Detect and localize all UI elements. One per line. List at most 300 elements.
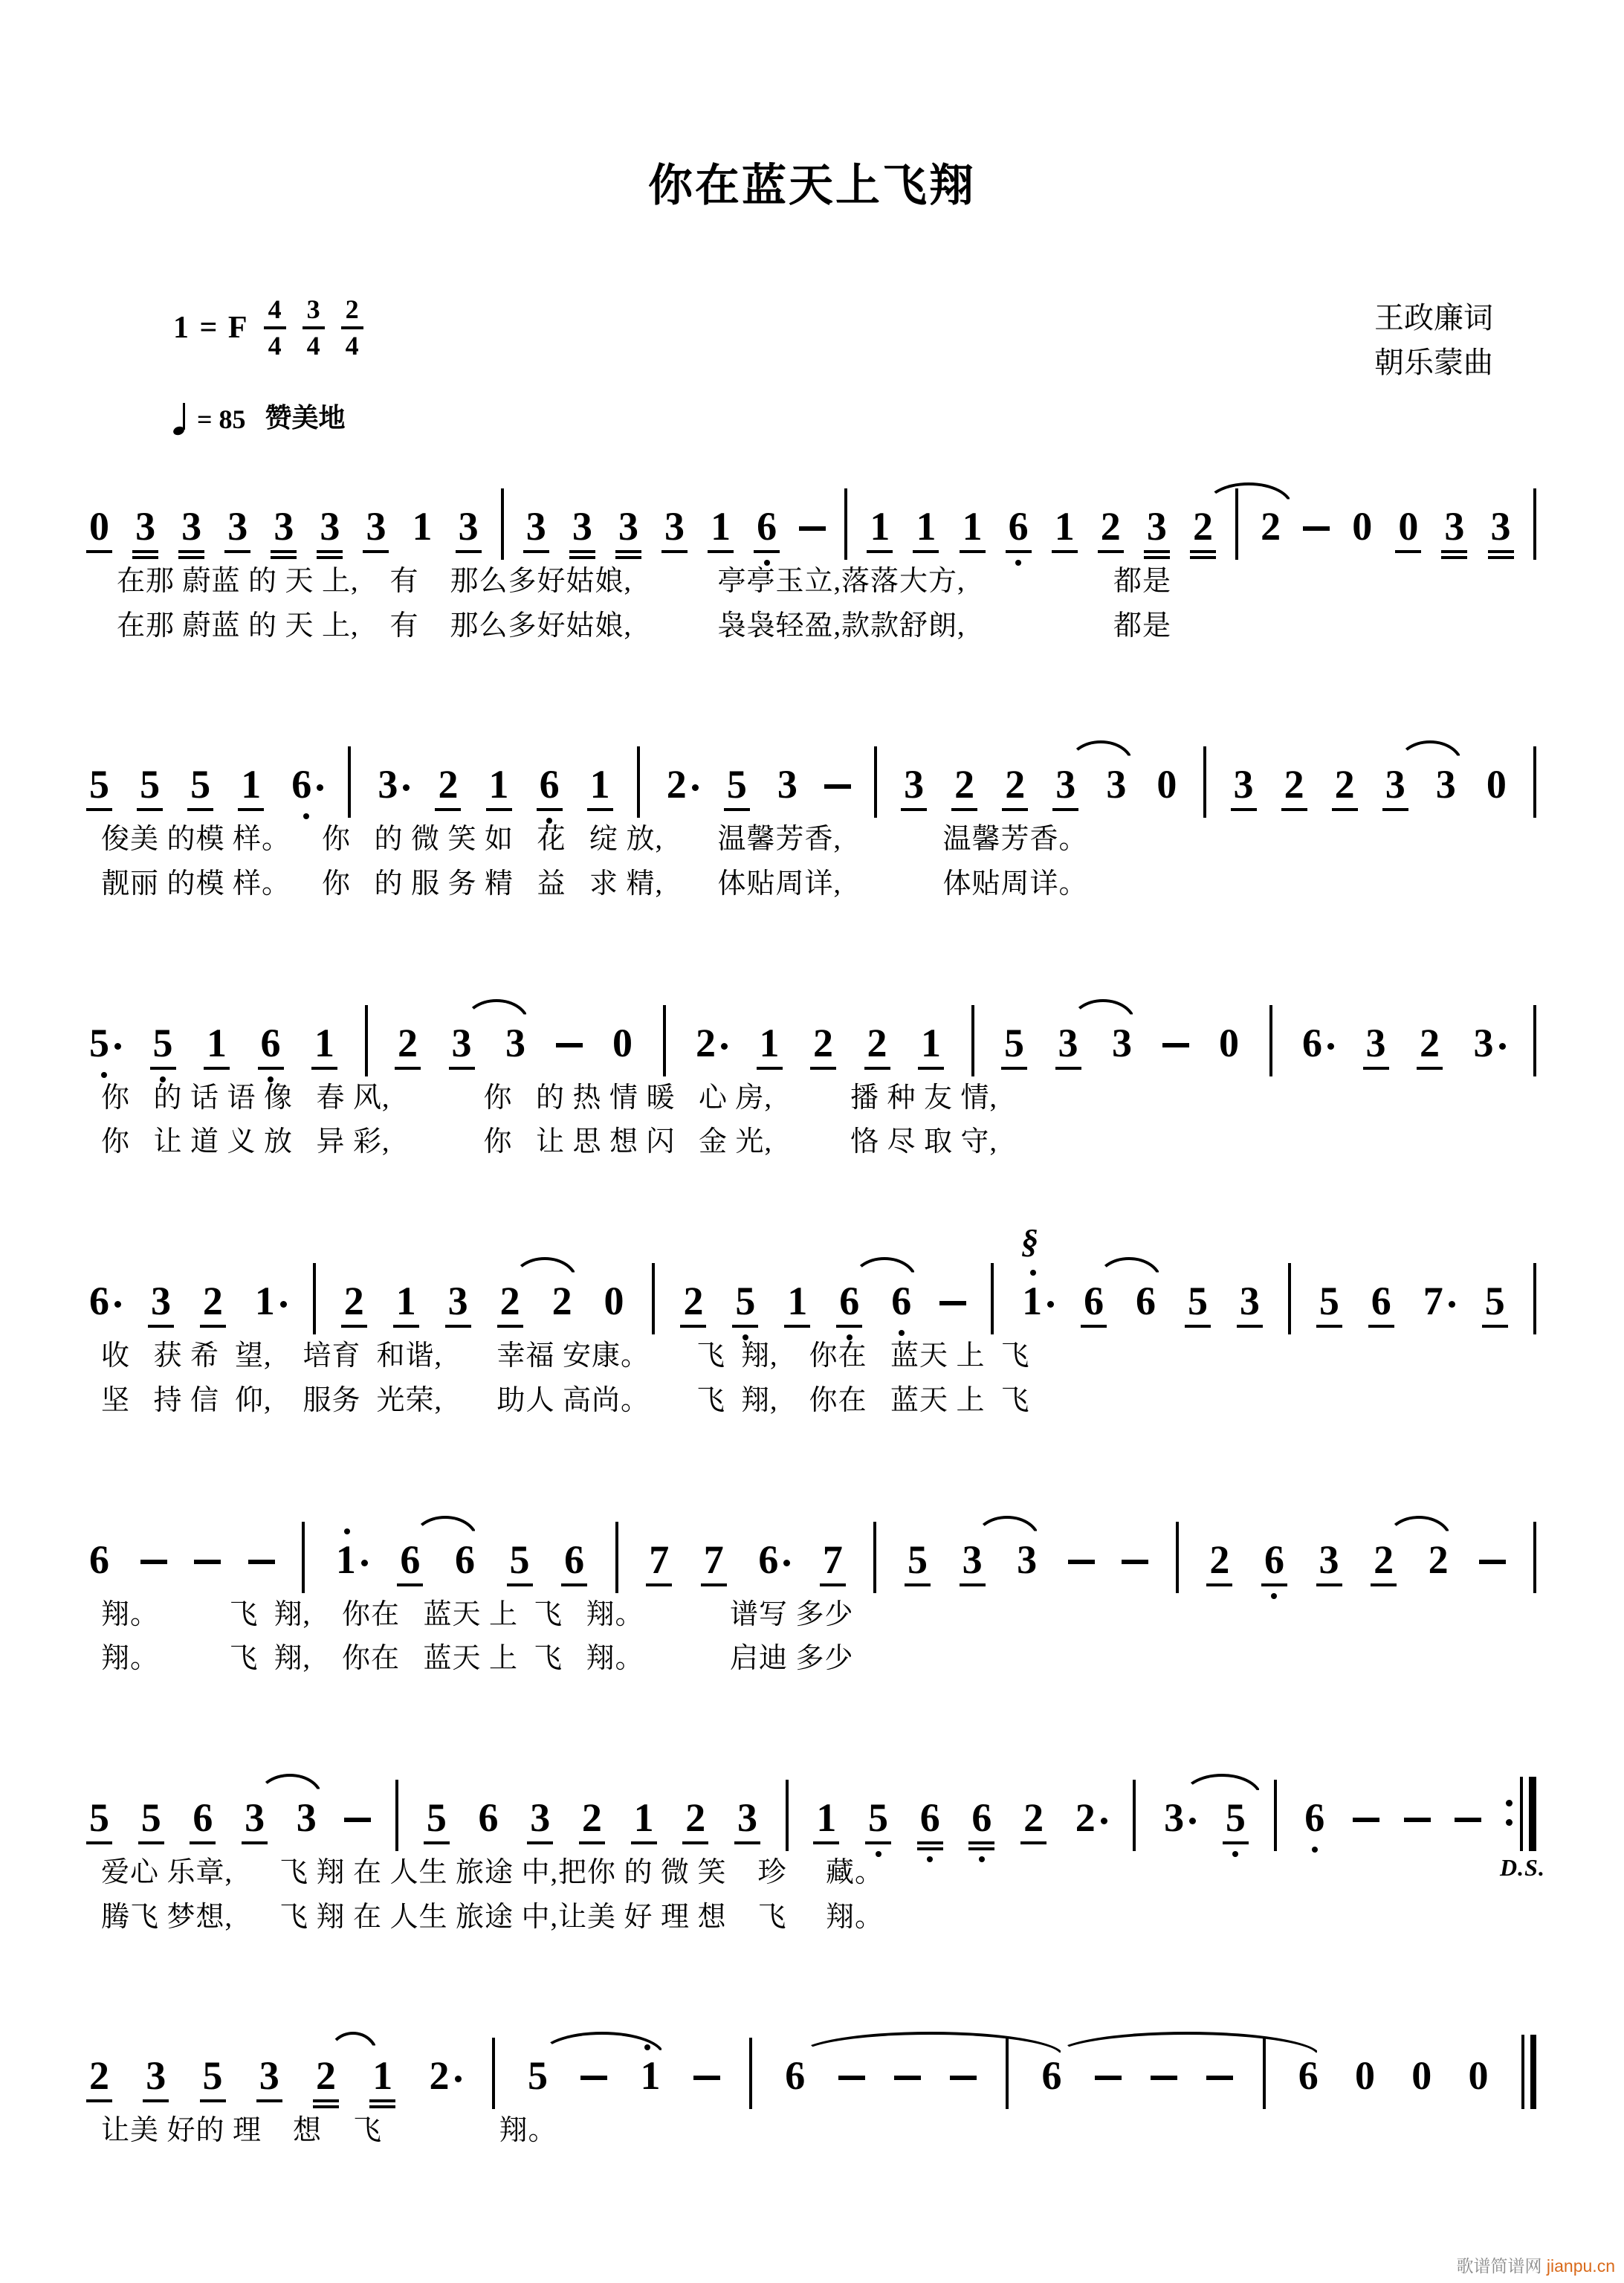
underline [1144, 550, 1170, 553]
rest-note: 0 [604, 1279, 624, 1324]
underline [1052, 808, 1078, 811]
low-octave-dot [876, 1851, 881, 1857]
duration-dash [556, 1043, 583, 1047]
notes-row [85, 1222, 1536, 1324]
underline [271, 550, 297, 553]
underline [1382, 808, 1408, 811]
barline [652, 1263, 655, 1334]
underline [813, 1841, 839, 1844]
duration-dash [950, 2076, 977, 2080]
note: 1 [586, 764, 614, 804]
slur-arc [413, 1516, 478, 1540]
note: 6 [536, 764, 563, 804]
note: 5 [524, 2056, 551, 2096]
underline [132, 550, 158, 553]
note: 1 [369, 2056, 396, 2096]
note: 3 [523, 506, 550, 546]
barline [1533, 1522, 1536, 1593]
repeat-dots [1506, 1788, 1513, 1840]
underline [905, 1583, 931, 1586]
lyricist-credit: 王政廉词 [1374, 301, 1493, 335]
underline [1223, 1841, 1249, 1844]
underline [497, 1325, 523, 1328]
underline [190, 1841, 216, 1844]
duration-dot [114, 1301, 121, 1308]
underline [1055, 1067, 1081, 1070]
underline [1281, 808, 1307, 811]
slur-arc [852, 1257, 917, 1281]
underline [1006, 550, 1032, 553]
barline [971, 1005, 974, 1076]
underline [86, 2099, 112, 2102]
note: 3 [178, 506, 205, 546]
underline [138, 1841, 164, 1844]
underline [1316, 1325, 1342, 1328]
watermark-site-name: 歌谱简谱网 [1456, 2256, 1542, 2276]
underline [317, 550, 343, 553]
underline [1488, 550, 1514, 553]
note: 3 [455, 506, 482, 546]
note: 2 [1331, 764, 1359, 804]
underline [865, 1841, 891, 1844]
slur-arc [1054, 2032, 1320, 2056]
duration-dash [1162, 1043, 1189, 1047]
note: 2 [864, 1023, 891, 1063]
music-system-5 [85, 1520, 1536, 1676]
note: 5 [85, 1023, 123, 1063]
notes-row [85, 2036, 1536, 2099]
music-system-2 [85, 745, 1536, 900]
note: 5 [149, 1023, 177, 1063]
note: 6 [1038, 2056, 1066, 2096]
note: 3 [362, 506, 389, 546]
barline [1533, 488, 1536, 560]
note: 6 [1301, 1798, 1328, 1838]
barline [786, 1780, 789, 1851]
note: 5 [199, 2056, 227, 2096]
time-signatures [264, 294, 363, 362]
note: 6 [1368, 1281, 1395, 1321]
underline [1190, 550, 1216, 553]
underline [867, 550, 893, 553]
note: 3 [224, 506, 251, 546]
note: 3 [241, 1798, 268, 1838]
music-system-6 [85, 1778, 1545, 1934]
note: 1 § [1018, 1281, 1055, 1321]
underline [86, 550, 112, 553]
duration-dot [1327, 1043, 1334, 1050]
duration-dash [1095, 2076, 1122, 2080]
underline [917, 1841, 943, 1844]
note: 5 [1222, 1798, 1249, 1838]
underline [486, 808, 512, 811]
lyric-row: 在那 蔚蓝 的 天 上, 有 那么多好姑娘, 袅袅轻盈,款款舒朗, 都是 [85, 610, 1172, 642]
repeat-end-barline [1500, 1777, 1545, 1881]
note: 2 [951, 764, 978, 804]
underline [1098, 550, 1124, 553]
underline [523, 550, 549, 553]
lyric-row: 俊美 的模 样。 你 的 微 笑 如 花 绽 放, 温馨芳香, 温馨芳香。 [85, 824, 1088, 856]
underline [724, 808, 750, 811]
underline [178, 550, 204, 553]
underline [311, 1067, 337, 1070]
note: 5 [187, 764, 214, 804]
underline-2 [1441, 556, 1467, 559]
low-octave-dot [743, 1334, 748, 1340]
underline [569, 550, 595, 553]
barline [395, 1780, 398, 1851]
duration-dot [783, 1560, 790, 1566]
note: 6 [1005, 506, 1032, 546]
underline [631, 1841, 657, 1844]
note: 3 [1487, 506, 1515, 546]
barline [615, 1522, 618, 1593]
underline [1020, 1841, 1046, 1844]
underline [449, 1067, 475, 1070]
underline [708, 550, 734, 553]
underline [445, 1325, 471, 1328]
duration-dot [114, 1043, 121, 1050]
underline [1371, 1583, 1397, 1586]
slur-arc [1182, 1774, 1262, 1798]
lyric-row: 靓丽 的模 样。 你 的 服 务 精 益 求 精, 体贴周详, 体贴周详。 [85, 868, 1088, 900]
underline [395, 1067, 421, 1070]
tempo-row [173, 397, 346, 435]
note: 1 [912, 506, 939, 546]
barline [1533, 1005, 1536, 1076]
note: 3 [1382, 764, 1409, 804]
note: 1 [251, 1281, 288, 1321]
underline [143, 2099, 169, 2102]
key-signature [173, 294, 363, 362]
underline [1052, 550, 1078, 553]
note: 6 [754, 1540, 792, 1580]
underline [148, 1325, 174, 1328]
duration-dash [1479, 1560, 1506, 1564]
underline-2 [917, 1847, 943, 1850]
note: 1 [392, 1281, 420, 1321]
underline [397, 1583, 423, 1586]
note: 1 [1051, 506, 1078, 546]
note: 3 [777, 762, 798, 807]
note: 5 [1184, 1281, 1211, 1321]
barline [1274, 1780, 1277, 1851]
slur-arc [512, 1257, 578, 1281]
note: 2 [682, 1798, 709, 1838]
underline [238, 808, 264, 811]
low-octave-dot [979, 1856, 985, 1862]
watermark-site-url[interactable]: jianpu.cn [1546, 2256, 1615, 2276]
note: 6 [85, 1281, 123, 1321]
notes-row [85, 487, 1536, 549]
note: 2 [1261, 504, 1281, 549]
music-system-4 [85, 1222, 1536, 1417]
underline [732, 1325, 758, 1328]
note: 1 [959, 506, 986, 546]
duration-dot [1047, 1301, 1054, 1308]
notes-row [85, 1520, 1536, 1580]
page-title: 你在蓝天上飞翔 [648, 161, 976, 210]
barline [991, 1263, 994, 1334]
underline [424, 1841, 450, 1844]
slur-arc [974, 1516, 1040, 1540]
underline [646, 1583, 672, 1586]
note: 6 [835, 1281, 863, 1321]
underline-2 [178, 556, 204, 559]
high-octave-dot [1030, 1270, 1036, 1276]
duration-dash [344, 1818, 371, 1822]
note: 6 [257, 1023, 285, 1063]
barline [313, 1263, 316, 1334]
underline [587, 808, 613, 811]
note: 1 [756, 1023, 783, 1063]
note: 6 [887, 1281, 915, 1321]
rest-note: 0 [1352, 504, 1373, 549]
underline-2 [968, 1847, 994, 1850]
underline [1206, 1583, 1232, 1586]
note: 7 [700, 1540, 728, 1580]
note: 1 [630, 1798, 658, 1838]
underline-2 [615, 556, 641, 559]
note: 3 [1470, 1023, 1507, 1063]
underline [1441, 550, 1467, 553]
note: 1 [412, 504, 433, 549]
tempo-value: = 85 [197, 404, 246, 434]
underline-2 [132, 556, 158, 559]
rest-note: 0 [1355, 2053, 1375, 2099]
note: 1 [311, 1023, 338, 1063]
slur-arc [257, 1774, 323, 1798]
note: 7 [645, 1540, 673, 1580]
duration-dot [361, 1560, 368, 1566]
underline [784, 1325, 810, 1328]
underline [1001, 1067, 1027, 1070]
note: 3 [1316, 1540, 1343, 1580]
note: 5 [138, 1798, 165, 1838]
note: 3 [448, 1023, 476, 1063]
underline [918, 1067, 944, 1070]
underline [393, 1325, 419, 1328]
underline [187, 808, 213, 811]
underline [682, 1841, 708, 1844]
duration-dash [799, 526, 826, 531]
rest-note: 0 [1486, 762, 1507, 807]
duration-dot [1499, 1043, 1506, 1050]
duration-dash [1455, 1818, 1481, 1822]
barline [348, 746, 351, 818]
note: 2 [1428, 1537, 1449, 1582]
note: 5 [1000, 1023, 1028, 1063]
duration-dash [248, 1560, 275, 1564]
underline [701, 1583, 727, 1586]
underline [1332, 808, 1358, 811]
note: 2 [426, 2056, 463, 2096]
note: 2 [1370, 1540, 1397, 1580]
note: 2 [809, 1023, 837, 1063]
note: 6 [89, 1537, 109, 1582]
duration-dash [1068, 1560, 1095, 1564]
underline [200, 1325, 226, 1328]
underline [224, 550, 250, 553]
underline [258, 1067, 284, 1070]
note: 5 [904, 1540, 931, 1580]
note: 3 [505, 1020, 525, 1065]
note: 2 [692, 1023, 729, 1063]
slur-arc [1068, 740, 1133, 764]
note: 1 [866, 506, 893, 546]
duration-dot [1101, 1818, 1107, 1824]
note: 5 [1481, 1281, 1509, 1321]
note: 3 [569, 506, 596, 546]
note: 3 [132, 506, 159, 546]
duration-dot [280, 1301, 287, 1308]
note: 1 [812, 1798, 840, 1838]
note: 6 [1261, 1540, 1288, 1580]
note: 2 [578, 1798, 606, 1838]
note: 2 [340, 1281, 368, 1321]
note: 2 [1001, 764, 1029, 804]
underline [363, 550, 389, 553]
duration-dot [721, 1043, 728, 1050]
low-octave-dot [899, 1330, 905, 1336]
time-signature-3-4: $\frac{3}{4}$ [303, 294, 325, 362]
low-octave-dot [303, 813, 309, 819]
underline [313, 2099, 339, 2102]
note: 2 [1281, 764, 1308, 804]
underline-2 [317, 556, 343, 559]
note: 2 [551, 1279, 572, 1324]
duration-dash [1353, 1818, 1379, 1822]
underline [864, 1067, 890, 1070]
duration-dash [838, 2076, 865, 2080]
note: 2 [663, 764, 700, 804]
underline [456, 550, 482, 553]
note: 3 [1362, 1023, 1390, 1063]
note: 3 [900, 764, 928, 804]
lyric-row: 爱心 乐章, 飞 翔 在 人生 旅途 中,把你 的 微 笑 珍 藏。 [85, 1856, 884, 1888]
underline-2 [1144, 556, 1170, 559]
duration-dash [824, 784, 851, 789]
note: 6 [454, 1537, 475, 1582]
underline [561, 1583, 587, 1586]
note: 3 [316, 506, 343, 546]
rest-note: 0 [85, 506, 113, 546]
underline [820, 1583, 846, 1586]
underline [1185, 1325, 1211, 1328]
underline [341, 1325, 367, 1328]
note: 3 [1230, 764, 1258, 804]
underline-2 [369, 2105, 395, 2108]
underline [1363, 1067, 1389, 1070]
music-system-7 [85, 2036, 1536, 2148]
note: 3 [1160, 1798, 1197, 1838]
barline [637, 746, 640, 818]
lyric-row: 收 获 希 望, 培育 和谐, 幸福 安康。 飞 翔, 你在 蓝天 上 飞 [85, 1340, 1030, 1372]
low-octave-dot [1271, 1593, 1277, 1599]
note: 3 [147, 1281, 175, 1321]
duration-dot [1449, 1301, 1455, 1308]
note: 2 [1072, 1798, 1109, 1838]
credits [1374, 296, 1493, 385]
low-octave-dot [927, 1856, 933, 1862]
rest-note: 0 [1394, 506, 1422, 546]
note: 3 [296, 1795, 317, 1840]
rest-note: 0 [1468, 2053, 1489, 2099]
note: 1 [237, 764, 265, 804]
barline [844, 488, 847, 560]
note: 1 [917, 1023, 945, 1063]
underline [1231, 808, 1257, 811]
underline [369, 2099, 395, 2102]
barline [663, 1005, 666, 1076]
duration-dash [1303, 526, 1330, 531]
note: 5 [506, 1540, 534, 1580]
underline [960, 550, 986, 553]
note: 6 [753, 506, 780, 546]
underline [137, 808, 163, 811]
note: 6 [916, 1798, 944, 1838]
final-barline [1521, 2035, 1536, 2109]
note: 3 [615, 506, 642, 546]
low-octave-dot [1312, 1847, 1318, 1853]
underline [810, 1067, 836, 1070]
underline [1482, 1325, 1508, 1328]
note: 6 [781, 2056, 809, 2096]
barline [1133, 1780, 1136, 1851]
underline-2 [1488, 556, 1514, 559]
underline [680, 1325, 706, 1328]
slur-arc [1397, 740, 1463, 764]
note: 3 [1143, 506, 1171, 546]
slur-arc [1386, 1516, 1452, 1540]
underline [200, 2099, 226, 2102]
underline [1368, 1325, 1394, 1328]
lyric-row: 翔。 飞 翔, 你在 蓝天 上 飞 翔。 启迪 多少 [85, 1643, 854, 1675]
underline [527, 1841, 553, 1844]
slur-arc [1070, 999, 1136, 1023]
note: 6 [189, 1798, 216, 1838]
note: 5 [85, 764, 113, 804]
time-signature-2-4: $\frac{2}{4}$ [341, 294, 363, 362]
underline [734, 1841, 760, 1844]
note: 1 [637, 2056, 664, 2096]
note: 2 [1020, 1798, 1047, 1838]
note: 6 [1298, 2053, 1319, 2099]
duration-dash [1151, 2076, 1177, 2080]
low-octave-dot [764, 560, 770, 566]
note: 2 [1189, 506, 1217, 546]
low-octave-dot [101, 1072, 107, 1078]
duration-dash [693, 2076, 720, 2080]
music-system-1 [85, 487, 1536, 642]
note: 6 [968, 1798, 995, 1838]
slur-arc [328, 2032, 378, 2056]
duration-dash [1206, 2076, 1233, 2080]
note: 7 [1420, 1281, 1457, 1321]
note: 6 [1298, 1023, 1336, 1063]
notes-row [85, 745, 1536, 807]
underline [204, 1067, 230, 1070]
note: 1 [707, 506, 734, 546]
underline [960, 1583, 986, 1586]
barline [1533, 746, 1536, 818]
barline [492, 2038, 495, 2109]
slur-arc [464, 999, 529, 1023]
lyric-row: 你 的 话 语 像 春 风, 你 的 热 情 暖 心 房, 播 种 友 情, [85, 1082, 998, 1114]
duration-dot [455, 2076, 462, 2082]
lyric-row: 腾飞 梦想, 飞 翔 在 人生 旅途 中,让美 好 理 想 飞 翔。 [85, 1901, 884, 1933]
note: 2 [312, 2056, 340, 2096]
